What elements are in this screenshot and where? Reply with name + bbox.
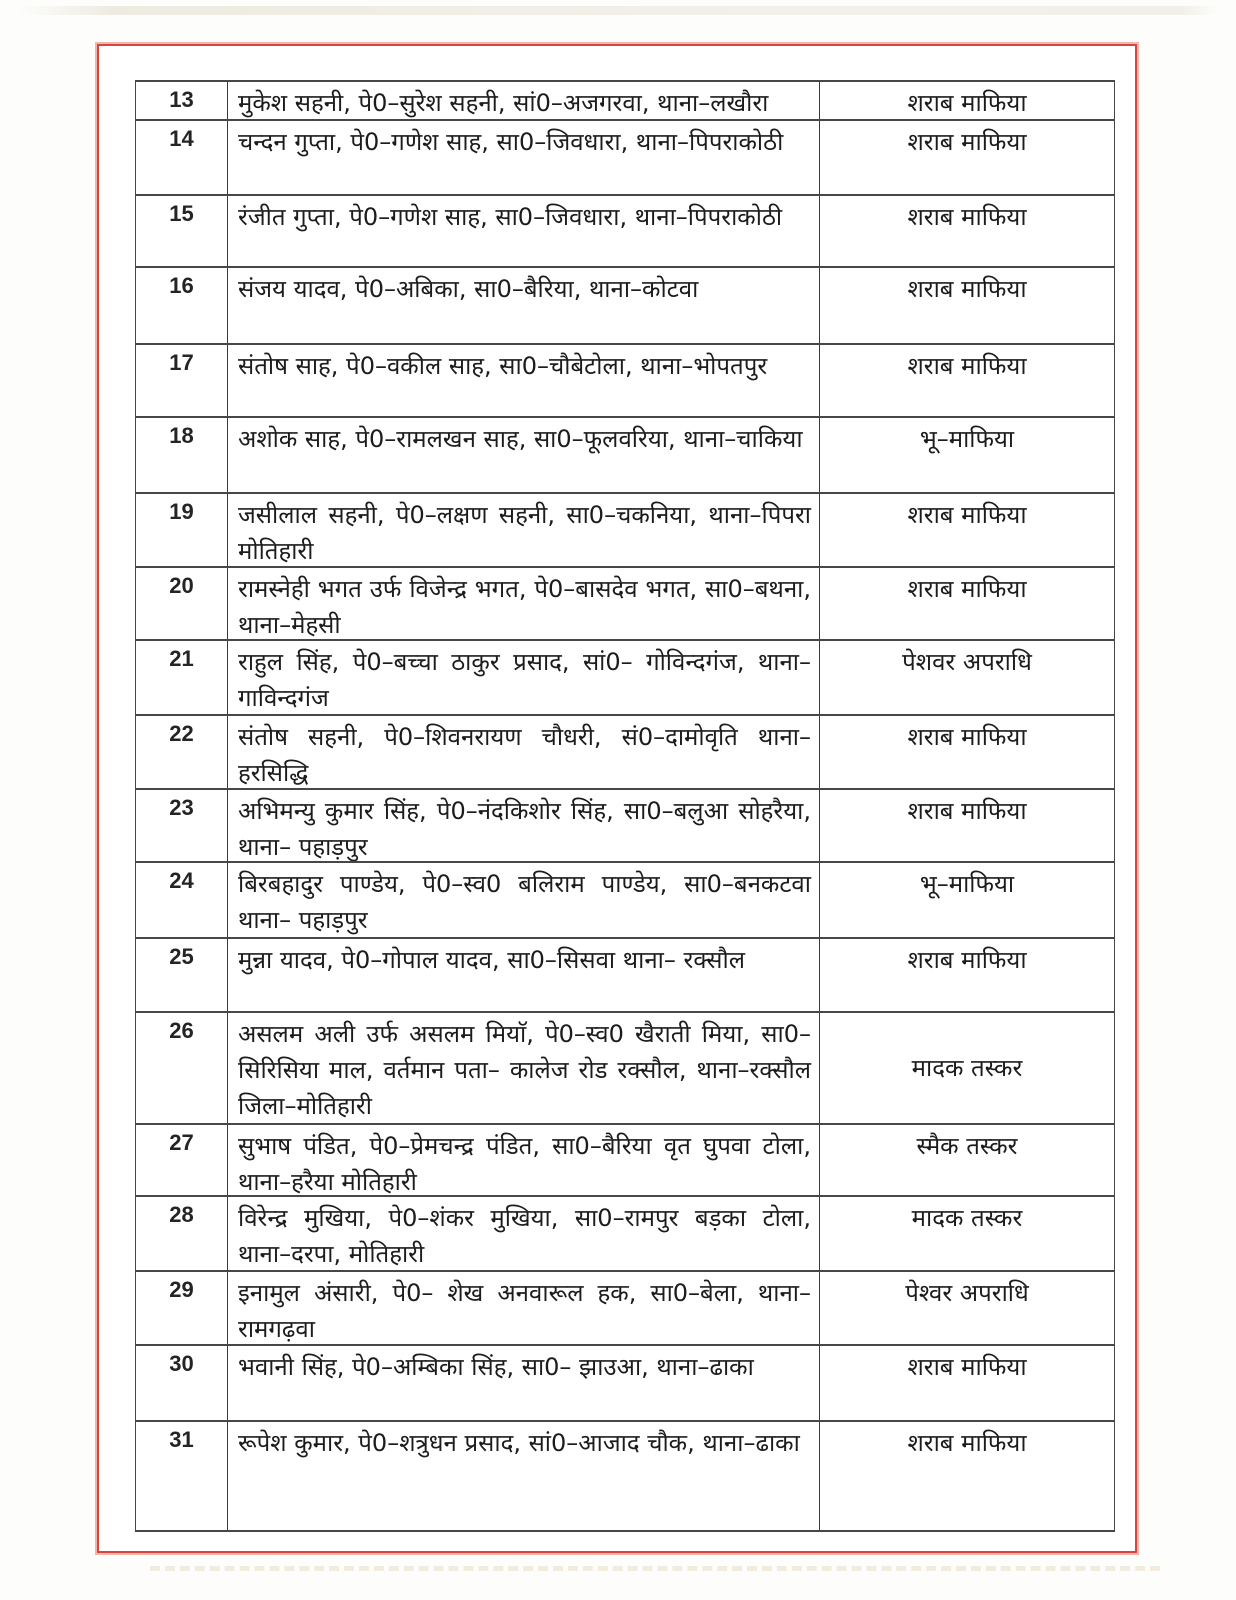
category-label: शराब माफिया: [907, 797, 1027, 825]
serial-cell: 25: [136, 939, 228, 1011]
details-cell: [228, 1125, 820, 1195]
table-row: [136, 266, 1114, 343]
category-cell: [820, 1272, 1114, 1344]
serial-cell: 26: [136, 1013, 228, 1123]
table-row: [136, 1420, 1114, 1530]
category-label: मादक तस्कर: [911, 1054, 1023, 1082]
details-cell: [228, 1422, 820, 1530]
category-label: शराब माफिया: [907, 723, 1027, 751]
table-row: [136, 1011, 1114, 1123]
category-label: शराब माफिया: [907, 501, 1027, 529]
table-row: [136, 1270, 1114, 1344]
table-row: [136, 861, 1114, 937]
person-details: संतोष साह, पे0–वकील साह, सा0–चौबेटोला, थाना–भोपतपुर: [238, 352, 768, 380]
person-details: रंजीत गुप्ता, पे0–गणेश साह, सा0–जिवधारा, थाना–पिपराकोठी: [238, 203, 783, 231]
person-details: अभिमन्यु कुमार सिंह, पे0–नंदकिशोर सिंह, सा0–बलुआ सोहरैया, थाना– पहाड़पुर: [238, 797, 811, 861]
serial-cell: 23: [136, 790, 228, 861]
category-cell: [820, 716, 1114, 788]
serial-cell: 14: [136, 121, 228, 194]
serial-cell: 19: [136, 494, 228, 566]
table-row: [136, 639, 1114, 714]
details-cell: [228, 196, 820, 266]
category-label: शराब माफिया: [907, 352, 1027, 380]
category-label: भू–माफिया: [919, 425, 1015, 453]
serial-cell: 30: [136, 1346, 228, 1420]
category-label: स्मैक तस्कर: [916, 1132, 1018, 1160]
serial-cell: 17: [136, 345, 228, 416]
table-row: [136, 937, 1114, 1011]
category-cell: [820, 641, 1114, 714]
details-cell: [228, 1346, 820, 1420]
table-row: [136, 492, 1114, 566]
serial-cell: 21: [136, 641, 228, 714]
person-details: सुभाष पंडित, पे0–प्रेमचन्द्र पंडित, सा0–बैरिया वृत घुपवा टोला, थाना–हरैया मोतिहारी: [238, 1132, 811, 1195]
category-cell: [820, 196, 1114, 266]
category-label: भू–माफिया: [919, 870, 1015, 898]
person-details: मुकेश सहनी, पे0–सुरेश सहनी, सां0–अजगरवा, थाना–लखौरा: [238, 89, 769, 117]
category-cell: [820, 1013, 1114, 1123]
category-cell: [820, 1125, 1114, 1195]
category-label: शराब माफिया: [907, 575, 1027, 603]
category-cell: [820, 418, 1114, 492]
category-label: शराब माफिया: [907, 203, 1027, 231]
details-cell: [228, 641, 820, 714]
details-cell: [228, 568, 820, 639]
serial-cell: 31: [136, 1422, 228, 1530]
serial-cell: 28: [136, 1197, 228, 1270]
person-details: असलम अली उर्फ असलम मियाॅ, पे0–स्व0 खैराती मिया, सा0–सिरिसिया माल, वर्तमान पता– कालेज रोड रक्सौल, थाना–रक्सौल जिला–मोतिहारी: [238, 1020, 811, 1120]
person-details: इनामुल अंसारी, पे0– शेख अनवारूल हक, सा0–बेला, थाना–रामगढ़वा: [238, 1279, 811, 1343]
person-details: जसीलाल सहनी, पे0–लक्षण सहनी, सा0–चकनिया, थाना–पिपरा मोतिहारी: [238, 501, 811, 565]
category-cell: [820, 1197, 1114, 1270]
details-cell: [228, 82, 820, 119]
category-label: शराब माफिया: [907, 128, 1027, 156]
category-cell: [820, 121, 1114, 194]
category-label: शराब माफिया: [907, 275, 1027, 303]
crime-table: [135, 80, 1115, 1532]
table-row: [136, 788, 1114, 861]
table-row: [136, 1123, 1114, 1195]
person-details: भवानी सिंह, पे0–अम्बिका सिंह, सा0– झाउआ, थाना–ढाका: [238, 1353, 754, 1381]
details-cell: [228, 268, 820, 343]
category-label: मादक तस्कर: [911, 1204, 1023, 1232]
details-cell: [228, 121, 820, 194]
details-cell: [228, 939, 820, 1011]
serial-cell: 13: [136, 82, 228, 119]
category-cell: [820, 494, 1114, 566]
category-label: पेश्वर अपराधि: [905, 1279, 1029, 1307]
serial-cell: 15: [136, 196, 228, 266]
category-cell: [820, 939, 1114, 1011]
scan-artifact-top: [18, 6, 1218, 15]
table-row: [136, 1195, 1114, 1270]
person-details: रूपेश कुमार, पे0–शत्रुधन प्रसाद, सां0–आजाद चौक, थाना–ढाका: [238, 1429, 800, 1457]
serial-cell: 29: [136, 1272, 228, 1344]
person-details: रामस्नेही भगत उर्फ विजेन्द्र भगत, पे0–बासदेव भगत, सा0–बथना, थाना–मेहसी: [238, 575, 811, 639]
serial-cell: 16: [136, 268, 228, 343]
person-details: अशोक साह, पे0–रामलखन साह, सा0–फूलवरिया, थाना–चाकिया: [238, 425, 803, 453]
person-details: संजय यादव, पे0–अबिका, सा0–बैरिया, थाना–कोटवा: [238, 275, 699, 303]
table-row: [136, 82, 1114, 119]
table-row: [136, 566, 1114, 639]
table-row: [136, 416, 1114, 492]
category-cell: [820, 268, 1114, 343]
category-label: शराब माफिया: [907, 946, 1027, 974]
category-label: शराब माफिया: [907, 1429, 1027, 1457]
person-details: राहुल सिंह, पे0–बच्चा ठाकुर प्रसाद, सां0– गोविन्दगंज, थाना–गाविन्दगंज: [238, 648, 811, 712]
person-details: विरेन्द्र मुखिया, पे0–शंकर मुखिया, सा0–रामपुर बड़का टोला, थाना–दरपा, मोतिहारी: [238, 1204, 811, 1268]
category-label: पेशवर अपराधि: [902, 648, 1032, 676]
person-details: चन्दन गुप्ता, पे0–गणेश साह, सा0–जिवधारा, थाना–पिपराकोठी: [238, 128, 784, 156]
details-cell: [228, 1272, 820, 1344]
category-cell: [820, 790, 1114, 861]
details-cell: [228, 345, 820, 416]
table-row: [136, 343, 1114, 416]
details-cell: [228, 494, 820, 566]
details-cell: [228, 863, 820, 937]
person-details: मुन्ना यादव, पे0–गोपाल यादव, सा0–सिसवा थाना– रक्सौल: [238, 946, 745, 974]
serial-cell: 27: [136, 1125, 228, 1195]
category-cell: [820, 1422, 1114, 1530]
category-cell: [820, 568, 1114, 639]
details-cell: [228, 1013, 820, 1123]
person-details: बिरबहादुर पाण्डेय, पे0–स्व0 बलिराम पाण्डेय, सा0–बनकटवा थाना– पहाड़पुर: [238, 870, 811, 934]
table-row: [136, 1344, 1114, 1420]
table-row: [136, 194, 1114, 266]
serial-cell: 18: [136, 418, 228, 492]
category-cell: [820, 345, 1114, 416]
details-cell: [228, 716, 820, 788]
category-label: शराब माफिया: [907, 89, 1027, 117]
serial-cell: 24: [136, 863, 228, 937]
person-details: संतोष सहनी, पे0–शिवनरायण चौधरी, सं0–दामोवृति थाना– हरसिद्धि: [238, 723, 811, 787]
details-cell: [228, 418, 820, 492]
category-cell: [820, 82, 1114, 119]
table-row: [136, 119, 1114, 194]
serial-cell: 22: [136, 716, 228, 788]
category-label: शराब माफिया: [907, 1353, 1027, 1381]
table-row: [136, 714, 1114, 788]
details-cell: [228, 1197, 820, 1270]
details-cell: [228, 790, 820, 861]
serial-cell: 20: [136, 568, 228, 639]
scan-artifact-bottom: [150, 1566, 1160, 1571]
category-cell: [820, 1346, 1114, 1420]
category-cell: [820, 863, 1114, 937]
